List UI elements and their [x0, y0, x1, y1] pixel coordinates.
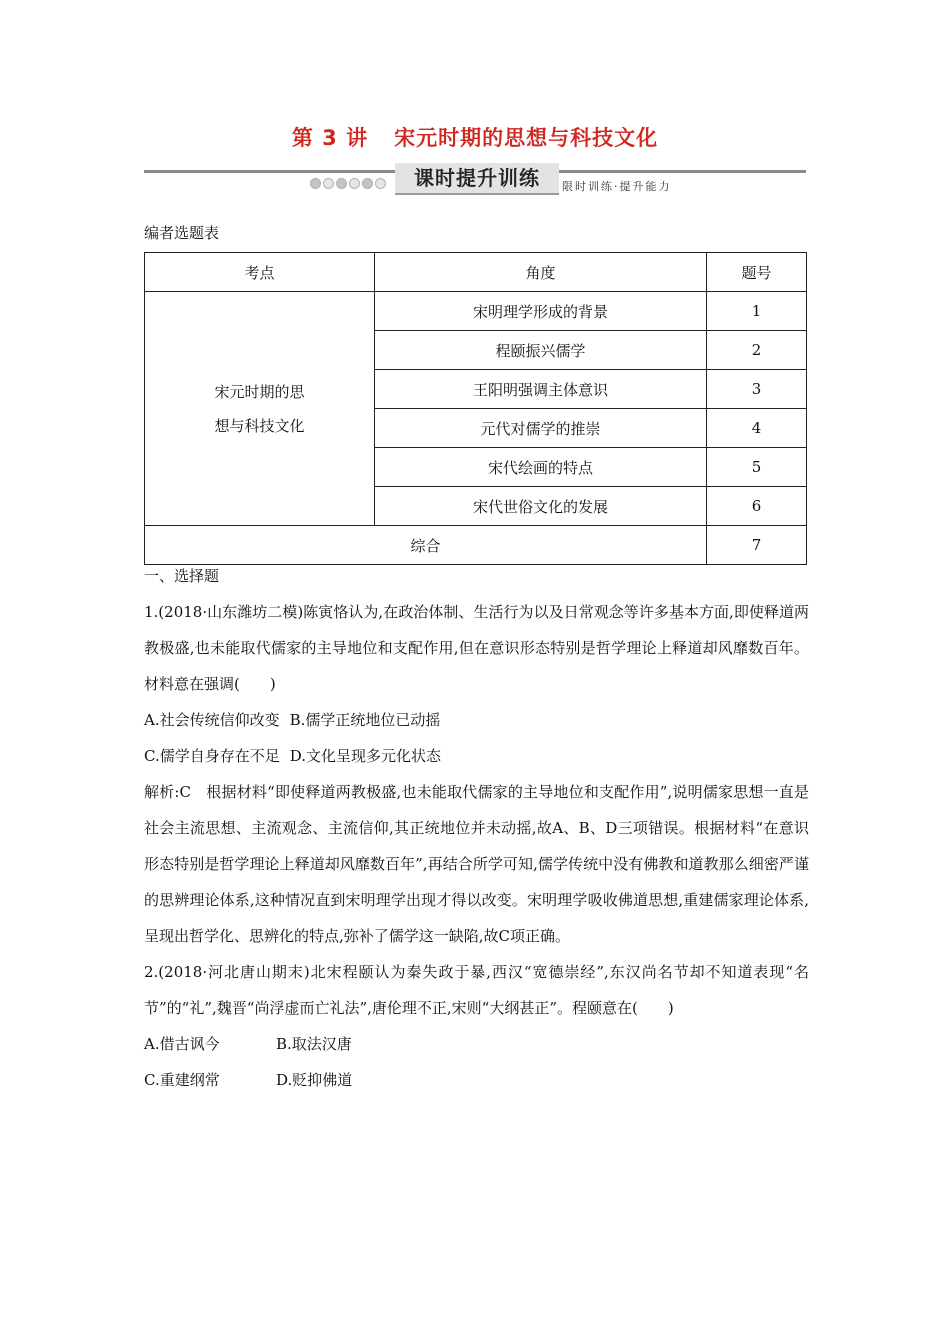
question-1-options-cd [144, 738, 809, 774]
banner-tag: 限时训练·提升能力 [562, 180, 672, 193]
header-number: 题号 [707, 253, 807, 292]
topic-line: 宋元时期的思 [214, 382, 305, 401]
dot-icon [375, 178, 386, 189]
number-cell: 4 [707, 409, 807, 448]
question-2-options-cd [144, 1062, 809, 1098]
summary-number: 7 [707, 526, 807, 565]
dot-icon [362, 178, 373, 189]
question-1-stem: 1.(2018·山东潍坊二模)陈寅恪认为,在政治体制、生活行为以及日常观念等许多基本方面,即使释道两教极盛,也未能取代儒家的主导地位和支配作用,但在意识形态特别是哲学理论上释道却风靡数百年。材料意在强调( ) [144, 603, 809, 693]
banner-dots [310, 178, 386, 189]
number-cell: 6 [707, 487, 807, 526]
option-c: C.重建纲常 [144, 1071, 220, 1089]
summary-label: 综合 [145, 526, 707, 565]
number-cell: 5 [707, 448, 807, 487]
questions-section [144, 558, 809, 1098]
topic-cell [145, 292, 375, 526]
question-2-stem: 2.(2018·河北唐山期末)北宋程颐认为秦失政于暴,西汉“宽德崇经”,东汉尚名节却不知道表现“名节”的“礼”,魏晋“尚浮虚而亡礼法”,唐伦理不正,宋则“大纲甚正”。程颐意在( ) [144, 963, 809, 1017]
option-c: C.儒学自身存在不足 [144, 747, 280, 765]
angle-cell: 程颐振兴儒学 [375, 331, 707, 370]
lecture-number: 第 3 讲 [291, 126, 369, 150]
option-b: B.取法汉唐 [276, 1035, 352, 1053]
question-1-analysis: 解析:C 根据材料“即使释道两教极盛,也未能取代儒家的主导地位和支配作用”,说明儒家思想一直是社会主流思想、主流观念、主流信仰,其正统地位并未动摇,故A、B、D三项错误。根据材料“在意识形态特别是哲学理论上释道却风靡数百年”,再结合所学可知,儒学传统中没有佛教和道教那么细密严谨的思辨理论体系,这种情况直到宋明理学出现才得以改变。宋明理学吸收佛道思想,重建儒家理论体系,呈现出哲学化、思辨化的特点,弥补了儒学这一缺陷,故C项正确。 [144, 783, 809, 945]
table-intro: 编者选题表 [144, 224, 220, 242]
lecture-title: 宋元时期的思想与科技文化 [394, 126, 659, 150]
page-title [0, 122, 950, 152]
topic-line: 想与科技文化 [214, 416, 305, 435]
number-cell: 1 [707, 292, 807, 331]
section-heading: 一、选择题 [144, 567, 220, 585]
angle-cell: 王阳明强调主体意识 [375, 370, 707, 409]
number-cell: 3 [707, 370, 807, 409]
dot-icon [310, 178, 321, 189]
dot-icon [349, 178, 360, 189]
banner-label: 课时提升训练 [395, 163, 559, 195]
number-cell: 2 [707, 331, 807, 370]
angle-cell: 宋代世俗文化的发展 [375, 487, 707, 526]
option-d: D.文化呈现多元化状态 [289, 747, 441, 765]
section-banner [144, 168, 806, 198]
question-1-options-ab [144, 702, 809, 738]
topic-selection-table [144, 252, 807, 565]
angle-cell: 宋代绘画的特点 [375, 448, 707, 487]
option-b: B.儒学正统地位已动摇 [289, 711, 441, 729]
dot-icon [336, 178, 347, 189]
header-topic: 考点 [145, 253, 375, 292]
angle-cell: 宋明理学形成的背景 [375, 292, 707, 331]
angle-cell: 元代对儒学的推崇 [375, 409, 707, 448]
header-angle: 角度 [375, 253, 707, 292]
table-header-row [145, 253, 807, 292]
question-2-options-ab [144, 1026, 809, 1062]
option-d: D.贬抑佛道 [276, 1071, 353, 1089]
option-a: A.借古讽今 [144, 1035, 220, 1053]
option-a: A.社会传统信仰改变 [144, 711, 280, 729]
table-row [145, 292, 807, 331]
dot-icon [323, 178, 334, 189]
